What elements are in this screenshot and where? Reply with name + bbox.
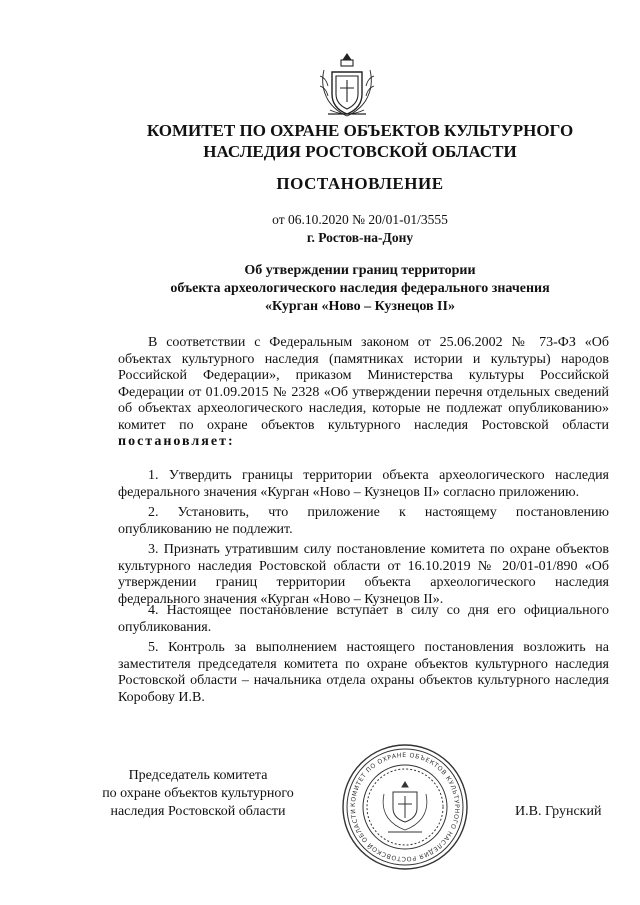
signatory-name: И.В. Грунский (515, 804, 602, 819)
list-item: 2. Установить, что приложение к настоящему постановлению опубликованию не подлежит. (118, 505, 609, 537)
list-item: 3. Признать утратившим силу постановление комитета по охране объектов культурного наследия Ростовской области от 16.10.2019 № 20/01-01/890 «Об утверждении границ территории объекта археологического наследия федерального значения «Курган «Ново – Кузнецов II». (118, 542, 609, 607)
signatory-title-line3: наследия Ростовской области (110, 804, 286, 819)
list-item: 1. Утвердить границы территории объекта археологического наследия федерального значения «Курган «Ново – Кузнецов II» согласно приложению. (118, 468, 609, 500)
organization-name-line2: НАСЛЕДИЯ РОСТОВСКОЙ ОБЛАСТИ (203, 142, 517, 161)
list-item: 4. Настоящее постановление вступает в силу со дня его официального опубликования. (118, 603, 609, 635)
resolves-word: постановляет: (118, 434, 235, 449)
city: г. Ростов-на-Дону (306, 230, 414, 245)
signatory-title-line2: по охране объектов культурного (102, 786, 294, 801)
subject-line1: Об утверждении границ территории (244, 263, 476, 278)
signatory-title-line1: Председатель комитета (128, 768, 268, 783)
subject-line2: объекта археологического наследия федерального значения (170, 281, 550, 296)
coat-of-arms-emblem (318, 52, 376, 120)
list-item: 5. Контроль за выполнением настоящего постановления возложить на заместителя председателя комитета по охране объектов культурного наследия Ростовской области – начальника отдела охраны объектов культурного наследия Коробову И.В. (118, 640, 609, 705)
subject-line3: «Курган «Ново – Кузнецов II» (265, 299, 455, 314)
organization-name-line1: КОМИТЕТ ПО ОХРАНЕ ОБЪЕКТОВ КУЛЬТУРНОГО (146, 121, 574, 140)
official-seal-stamp (340, 742, 470, 872)
date-number: от 06.10.2020 № 20/01-01/3555 (272, 212, 448, 227)
document-type-title: ПОСТАНОВЛЕНИЕ (276, 174, 444, 193)
preamble-text: В соответствии с Федеральным законом от 25.06.2002 № 73-ФЗ «Об объектах культурного наследия (памятниках истории и культуры) народов Российской Федерации», приказом Министерства культуры Российской Федерации от 01.09.2015 № 2328 «Об утверждении перечня отдельных сведений об объектах археологического наследия, которые не подлежат опубликованию» комитет по охране объектов культурного наследия Ростовской области (118, 335, 609, 433)
stamp-text: КОМИТЕТ ПО ОХРАНЕ ОБЪЕКТОВ КУЛЬТУРНОГО НАСЛЕДИЯ РОСТОВСКОЙ ОБЛАСТИ (349, 751, 461, 863)
preamble-paragraph (118, 335, 609, 451)
